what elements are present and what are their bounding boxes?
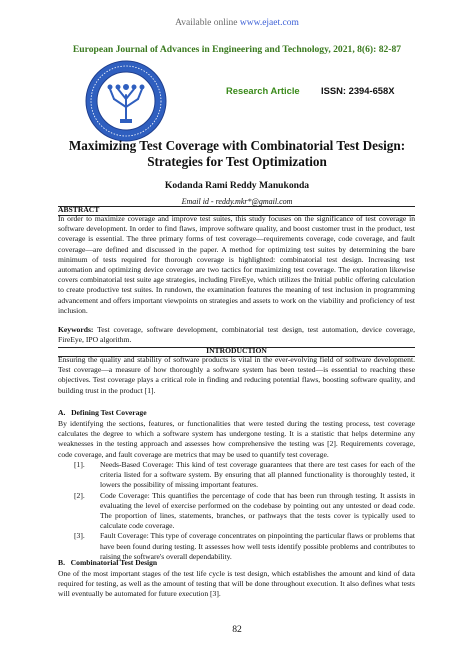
keywords-label: Keywords: (58, 325, 94, 334)
introduction-heading: INTRODUCTION (206, 346, 267, 355)
section-a-paragraph: By identifying the sections, features, or functionalities that were tested during the testing process, test coverage calculates the degree to which a software system has undergone testing. It is a statistic that helps determine any weaknesses in the testing approach and assesses how comprehensive the testing was [2]. Requirements coverage, code coverage, and fault coverage are metrics that may be used to quantify test coverage. (58, 419, 415, 459)
section-b-heading: B. Combinatorial Test Design (58, 558, 158, 567)
availability-line (0, 18, 474, 28)
journal-logo (84, 59, 168, 143)
available-prefix: Available online (175, 18, 240, 28)
coverage-types-list (74, 460, 415, 562)
paper-title (0, 138, 474, 170)
list-item-number: [3]. (74, 531, 85, 541)
issn: ISSN: 2394-658X (321, 85, 395, 96)
section-a-heading: A. Defining Test Coverage (58, 408, 147, 417)
title-line-2: Strategies for Test Optimization (147, 154, 327, 169)
title-line-1: Maximizing Test Coverage with Combinatorial Test Design: (68, 138, 406, 153)
author-name: Kodanda Rami Reddy Manukonda (164, 180, 310, 191)
keywords (58, 325, 415, 345)
abstract-heading: ABSTRACT (58, 205, 100, 214)
list-item-text: Code Coverage: This quantifies the percentage of code that has been run through testing. It assists in evaluating the level of exercise performed on the codebase by pointing out any untested or dead code. The proportion of lines, statements, branches, or pathways that the tests cover is typically used to calculate code coverage. (100, 490, 415, 531)
author-email[interactable]: Email id - reddy.mkr*@gmail.com (181, 197, 293, 206)
article-type: Research Article (226, 85, 300, 96)
keywords-text: Test coverage, software development, combinatorial test design, test automation, device coverage, FireEye, IPO algorithm. (58, 325, 415, 345)
journal-website-link[interactable]: www.ejaet.com (239, 18, 299, 28)
introduction-paragraph: Ensuring the quality and stability of software products is vital in the ever-evolving field of software development. Test coverage—a measure of how thoroughly a software system has been tested—is essential to reaching these objectives. Test coverage plays a critical role in finding and reducing potential flaws, boosting software quality, and building trust in the product [1]. (58, 355, 415, 395)
list-item-text: Fault Coverage: This type of coverage concentrates on pinpointing the particular flaws or problems that have been found during testing. It assesses how well tests identify possible problems and contributes to raising the software's overall dependability. (100, 531, 415, 561)
list-item (74, 491, 415, 532)
list-item-number: [2]. (74, 490, 85, 500)
journal-citation: European Journal of Advances in Engineering and Technology, 2021, 8(6): 82-87 (72, 44, 402, 55)
list-item (74, 460, 415, 491)
list-item-text: Needs-Based Coverage: This kind of test coverage guarantees that there are test cases for each of the criteria listed for a software system. By ensuring that all planned functionality is thoroughly tested, it lowers the possibility of missing important features. (100, 460, 415, 490)
list-item-number: [1]. (74, 460, 85, 469)
abstract-text: In order to maximize coverage and improve test suites, this study focuses on the significance of test coverage in software development. In order to find flaws, improve software quality, and boost customer trust in the product, test coverage is essential. The three primary forms of test coverage—requirements coverage, code coverage, and fault coverage—are defined and discussed in the paper. A method for optimizing test suites by determining the bare minimum of tests required for thorough coverage is highlighted: combinatorial test design. Increasing test automation and optimizing device coverage are two tactics for maximizing test coverage. The exploration likewise covers combinatorial test suite age strategies, including FireEye, which utilizes the Initial public offering calculation to create productive test suites. In rundown, the examination features the meaning of test inclusion in programming advancement and offers important viewpoints on strategies and assets to work on the viability and proficiency of test inclusion. (58, 214, 415, 315)
section-b-paragraph: One of the most important stages of the test life cycle is test design, which establishes the amount and kind of data required for testing, as well as the amount of testing that will be done throughout execution. It also defines what tests will eventually be automated for future execution [3]. (58, 569, 415, 599)
page-number: 82 (232, 624, 242, 635)
